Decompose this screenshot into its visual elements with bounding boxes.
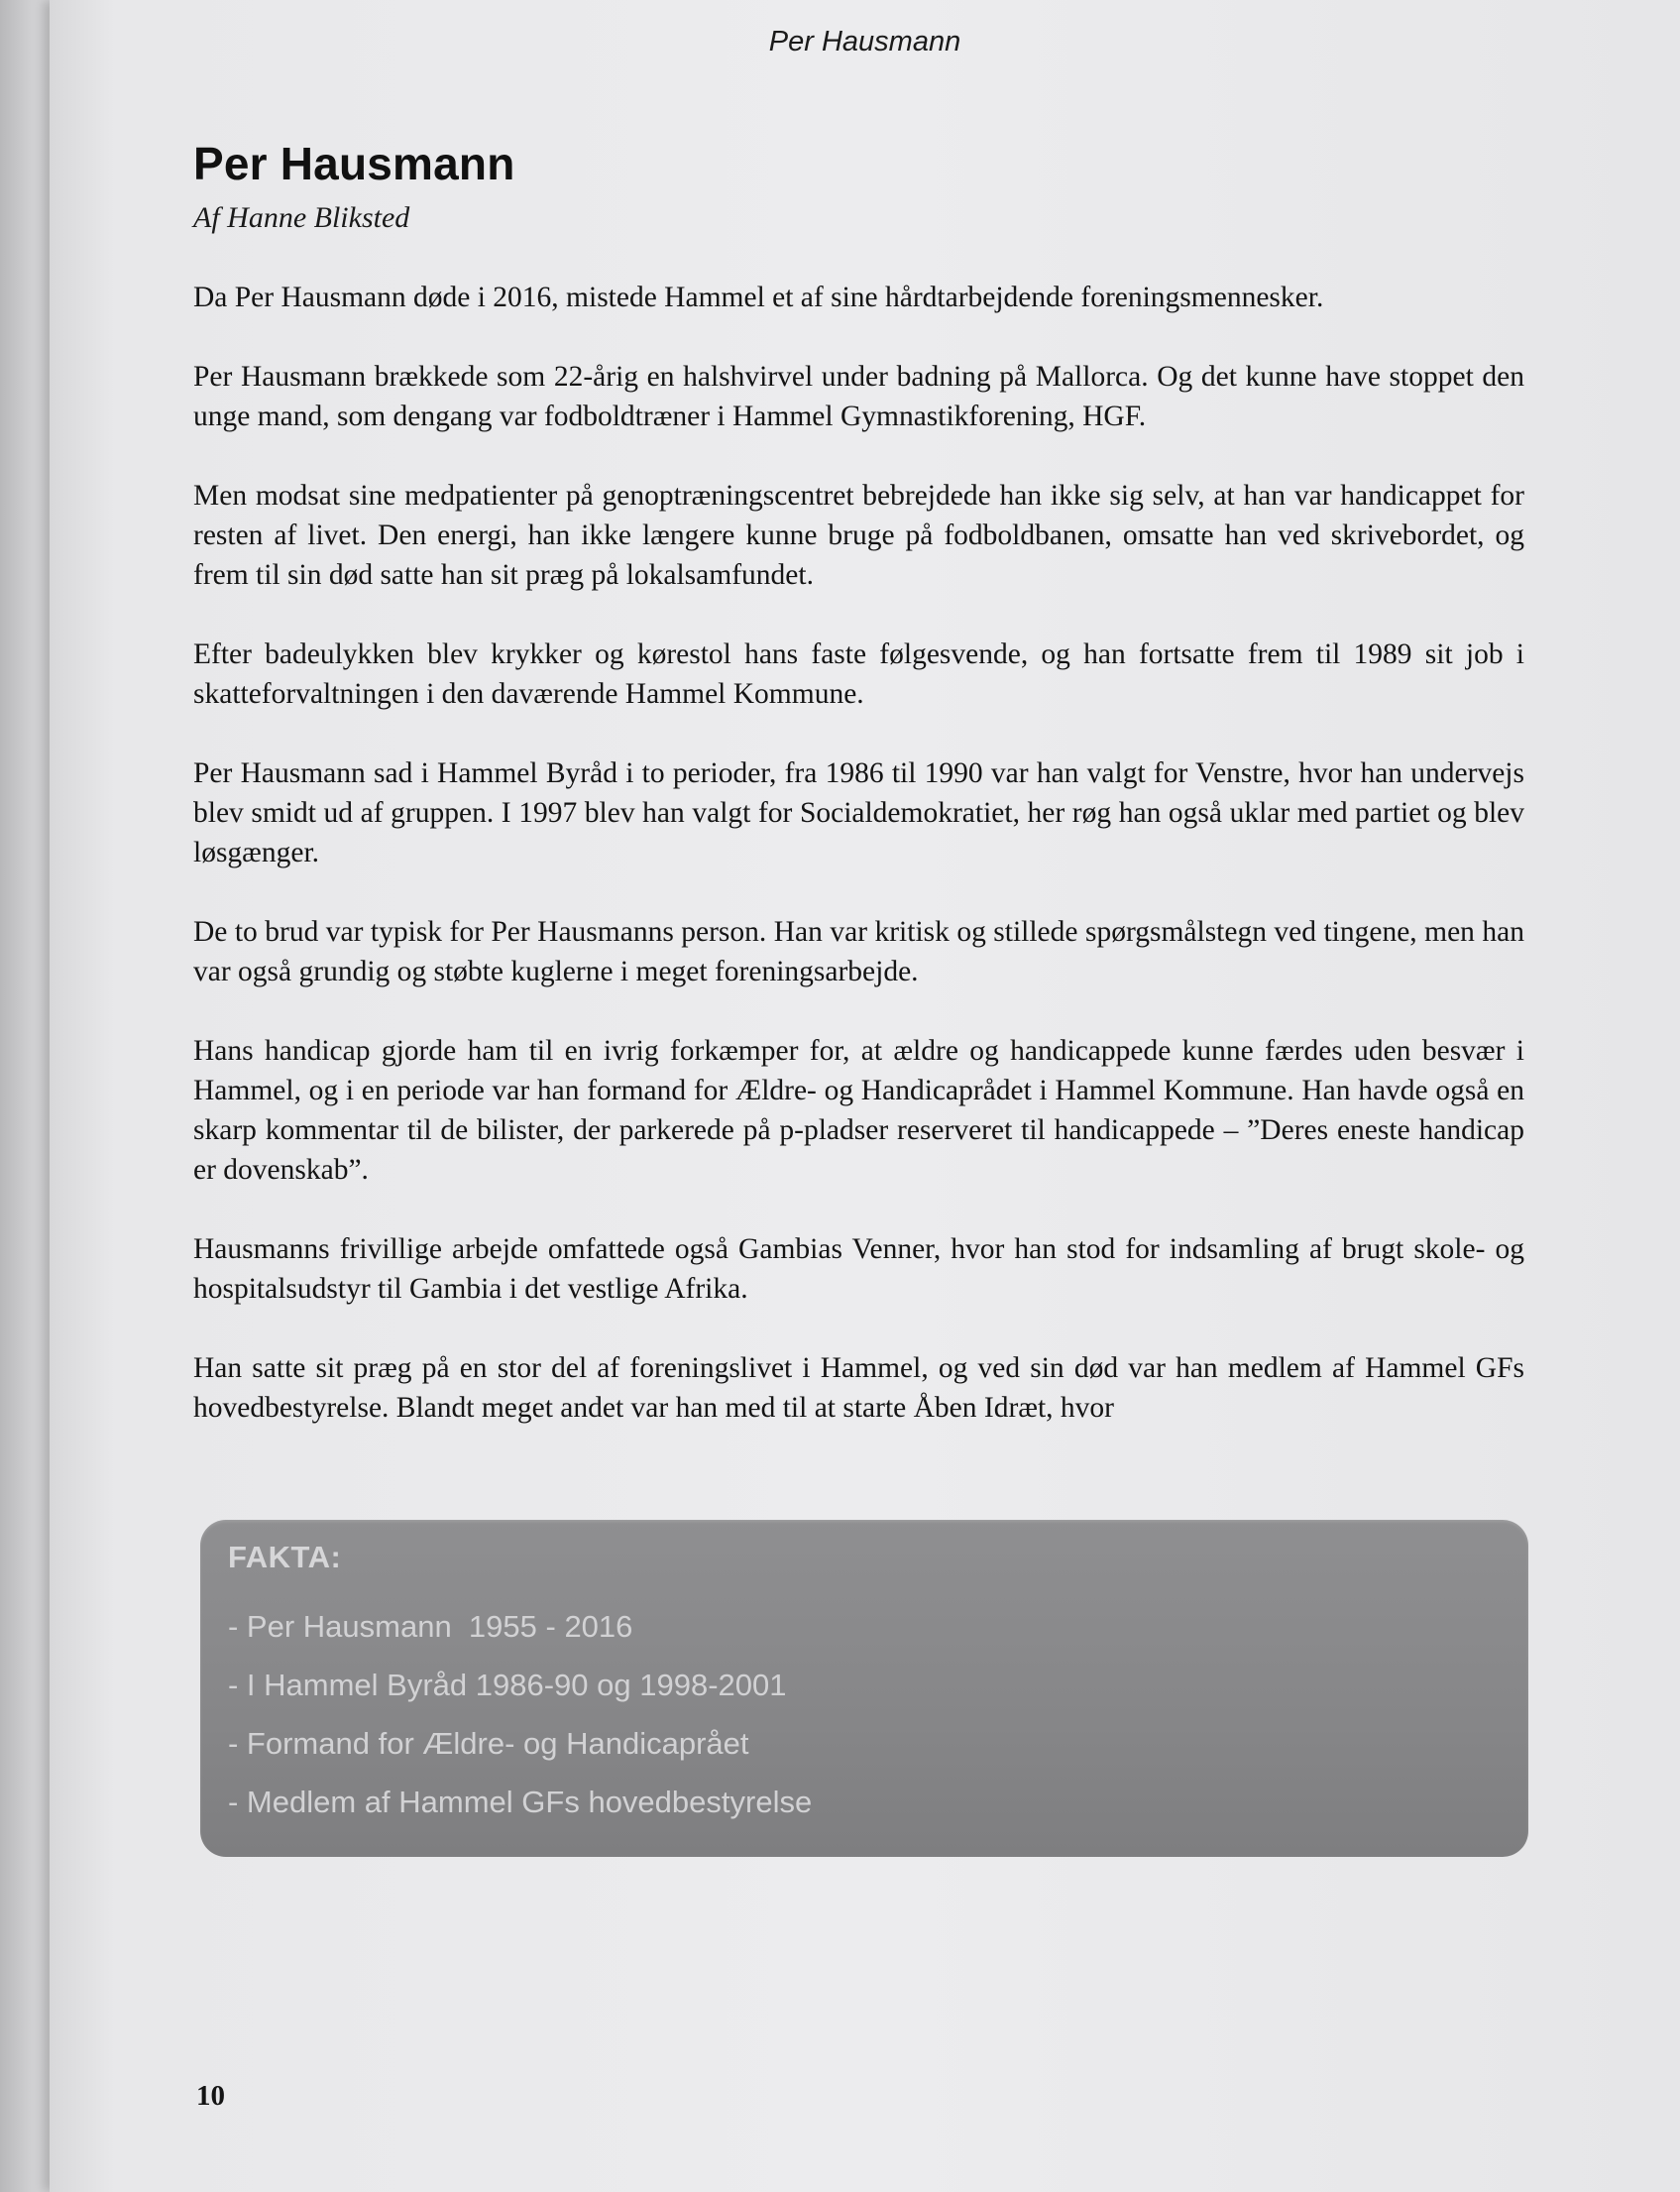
facts-item: - Medlem af Hammel GFs hovedbestyrelse bbox=[228, 1785, 813, 1819]
facts-item: - I Hammel Byråd 1986-90 og 1998-2001 bbox=[228, 1668, 787, 1702]
paragraph-9: Han satte sit præg på en stor del af foreningslivet i Hammel, og ved sin død var han medlem af Hammel GFs hovedbestyrelse. Blandt meget andet var han med til at starte Åben Idræt, hvor bbox=[193, 1352, 1524, 1424]
paragraph-3: Men modsat sine medpatienter på genoptræningscentret bebrejdede han ikke sig selv, at han var handicappet for resten af livet. Den energi, han ikke længere kunne bruge på fodboldbanen, omsatte han ved skrivebordet, og frem til sin død satte han sit præg på lokalsamfundet. bbox=[193, 480, 1524, 591]
facts-list bbox=[228, 1607, 812, 1841]
facts-box bbox=[200, 1520, 1528, 1857]
article-byline: Af Hanne Bliksted bbox=[193, 201, 410, 234]
article-title: Per Hausmann bbox=[193, 138, 515, 189]
article-body bbox=[193, 278, 1524, 1467]
page-number: 10 bbox=[196, 2080, 225, 2112]
running-header: Per Hausmann bbox=[768, 26, 961, 58]
book-spine bbox=[0, 0, 50, 2192]
paragraph-7: Hans handicap gjorde ham til en ivrig forkæmper for, at ældre og handicappede kunne færdes uden besvær i Hammel, og i en periode var han formand for Ældre- og Handicaprådet i Hammel Kommune. Han havde også en skarp kommentar til de bilister, der parkerede på p-pladser reserveret til handicappede – ”Deres eneste handicap er dovenskab”. bbox=[193, 1035, 1524, 1186]
paragraph-8: Hausmanns frivillige arbejde omfattede også Gambias Venner, hvor han stod for indsamling af brugt skole- og hospitalsudstyr til Gambia i det vestlige Afrika. bbox=[193, 1233, 1524, 1305]
facts-item: - Per Hausmann 1955 - 2016 bbox=[228, 1609, 633, 1644]
facts-item: - Formand for Ældre- og Handicaprået bbox=[228, 1726, 749, 1761]
paragraph-4: Efter badeulykken blev krykker og kørestol hans faste følgesvende, og han fortsatte frem til 1989 sit job i skatteforvaltningen i den daværende Hammel Kommune. bbox=[193, 638, 1524, 710]
paragraph-1: Da Per Hausmann døde i 2016, mistede Hammel et af sine hårdtarbejdende foreningsmennesker. bbox=[193, 282, 1324, 313]
facts-heading: FAKTA: bbox=[228, 1540, 342, 1574]
book-page bbox=[50, 0, 1680, 2192]
paragraph-5: Per Hausmann sad i Hammel Byråd i to perioder, fra 1986 til 1990 var han valgt for Venstre, hvor han undervejs blev smidt ud af gruppen. I 1997 blev han valgt for Socialdemokratiet, her røg han også uklar med partiet og blev løsgænger. bbox=[193, 757, 1524, 868]
paragraph-2: Per Hausmann brækkede som 22-årig en halshvirvel under badning på Mallorca. Og det kunne have stoppet den unge mand, som dengang var fodboldtræner i Hammel Gymnastikforening, HGF. bbox=[193, 361, 1524, 432]
paragraph-6: De to brud var typisk for Per Hausmanns person. Han var kritisk og stillede spørgsmålstegn ved tingene, men han var også grundig og støbte kuglerne i meget foreningsarbejde. bbox=[193, 916, 1524, 987]
